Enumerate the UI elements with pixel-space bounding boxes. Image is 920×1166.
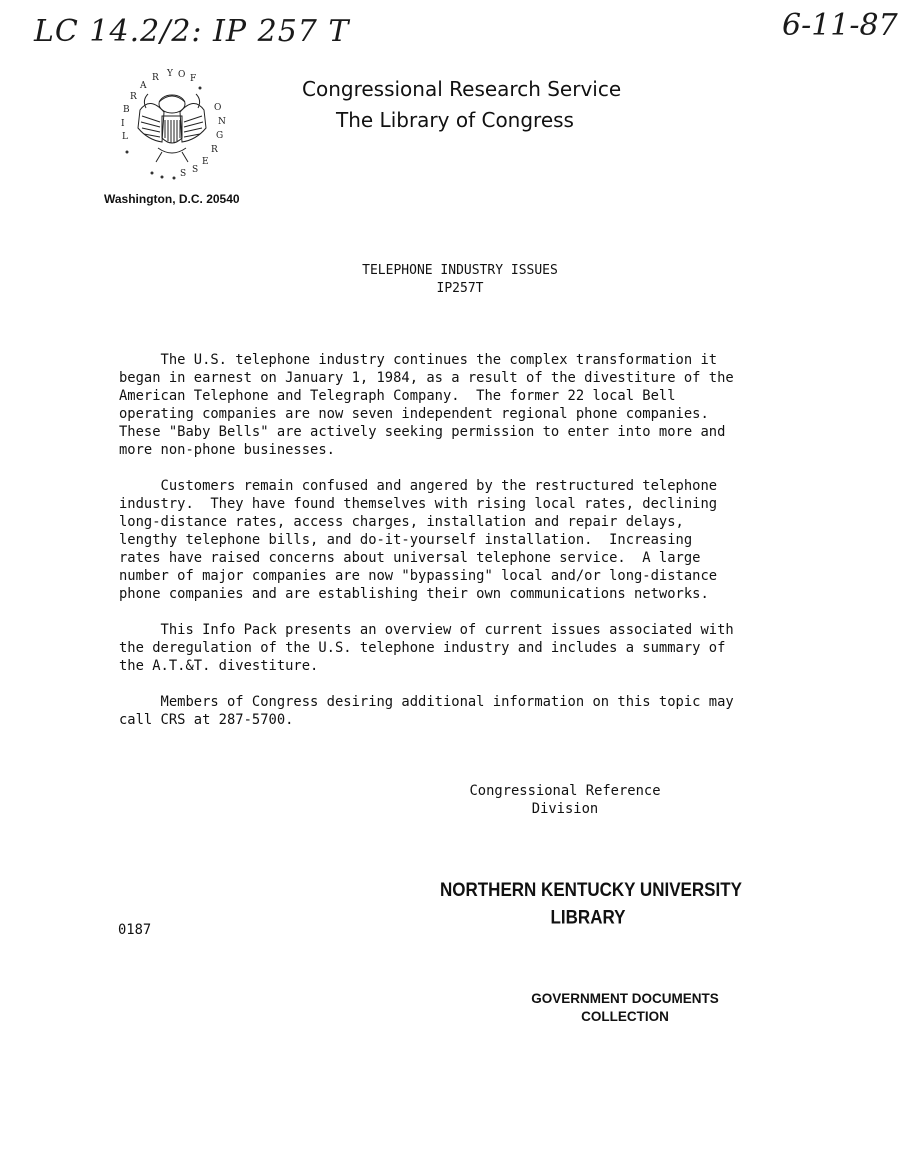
svg-text:I: I	[121, 119, 125, 129]
svg-text:Y: Y	[167, 69, 173, 79]
stamp-line: GOVERNMENT DOCUMENTS	[531, 991, 719, 1006]
text-line: rates have raised concerns about universal telephone service. A large	[119, 550, 701, 566]
svg-text:O: O	[214, 103, 222, 113]
organization-name: Congressional Research Service	[302, 77, 622, 101]
svg-text:S: S	[192, 165, 199, 175]
text-line: The U.S. telephone industry continues the complex transformation it	[119, 352, 718, 368]
svg-text:B: B	[123, 105, 130, 115]
text-line: more non-phone businesses.	[119, 442, 335, 458]
svg-text:S: S	[180, 169, 187, 179]
text-line: These "Baby Bells" are actively seeking permission to enter into more and	[119, 424, 726, 440]
handwritten-call-number: LC 14.2/2: IP 257 T	[34, 14, 350, 49]
text-line: began in earnest on January 1, 1984, as a result of the divestiture of the	[119, 370, 734, 386]
svg-text:R: R	[130, 92, 137, 102]
signature-line: Congressional Reference	[469, 783, 661, 799]
text-line: the A.T.&T. divestiture.	[119, 658, 319, 674]
address: Washington, D.C. 20540	[104, 192, 240, 206]
svg-text:E: E	[202, 157, 209, 167]
parent-organization-name: The Library of Congress	[336, 108, 574, 132]
svg-text:G: G	[216, 131, 224, 141]
government-documents-stamp	[500, 990, 750, 1026]
paragraph	[119, 477, 799, 603]
handwritten-date: 6-11-87	[782, 8, 898, 43]
library-stamp	[440, 876, 742, 931]
text-line: This Info Pack presents an overview of current issues associated with	[119, 622, 734, 638]
paragraph	[119, 351, 799, 459]
text-line: phone companies and are establishing their own communications networks.	[119, 586, 709, 602]
body-text	[119, 351, 799, 747]
stamp-line: COLLECTION	[581, 1009, 669, 1024]
signature-block	[420, 782, 710, 818]
stamp-line: NORTHERN KENTUCKY UNIVERSITY	[440, 878, 742, 901]
svg-text:O: O	[178, 70, 186, 80]
svg-text:R: R	[152, 73, 159, 83]
document-heading	[250, 262, 670, 298]
stamp-line: LIBRARY	[550, 906, 626, 929]
paragraph	[119, 693, 799, 729]
text-line: American Telephone and Telegraph Company. The former 22 local Bell	[119, 388, 676, 404]
library-of-congress-seal-icon	[112, 66, 232, 186]
text-line: industry. They have found themselves with rising local rates, declining	[119, 496, 718, 512]
text-line: Customers remain confused and angered by the restructured telephone	[119, 478, 718, 494]
page-code: 0187	[118, 922, 152, 938]
svg-text:L: L	[122, 132, 128, 142]
document-code: IP257T	[436, 281, 484, 296]
signature-line: Division	[531, 801, 599, 817]
svg-text:F: F	[190, 74, 197, 84]
text-line: operating companies are now seven independent regional phone companies.	[119, 406, 709, 422]
paragraph	[119, 621, 799, 675]
text-line: number of major companies are now "bypassing" local and/or long-distance	[119, 568, 718, 584]
text-line: Members of Congress desiring additional information on this topic may	[119, 694, 734, 710]
document-title: TELEPHONE INDUSTRY ISSUES	[362, 263, 558, 278]
svg-text:N: N	[218, 117, 226, 127]
text-line: long-distance rates, access charges, installation and repair delays,	[119, 514, 684, 530]
svg-text:A: A	[140, 81, 147, 91]
text-line: call CRS at 287-5700.	[119, 712, 294, 728]
letterhead	[302, 74, 622, 136]
text-line: the deregulation of the U.S. telephone industry and includes a summary of	[119, 640, 726, 656]
svg-text:R: R	[211, 145, 218, 155]
text-line: lengthy telephone bills, and do-it-yourself installation. Increasing	[119, 532, 693, 548]
